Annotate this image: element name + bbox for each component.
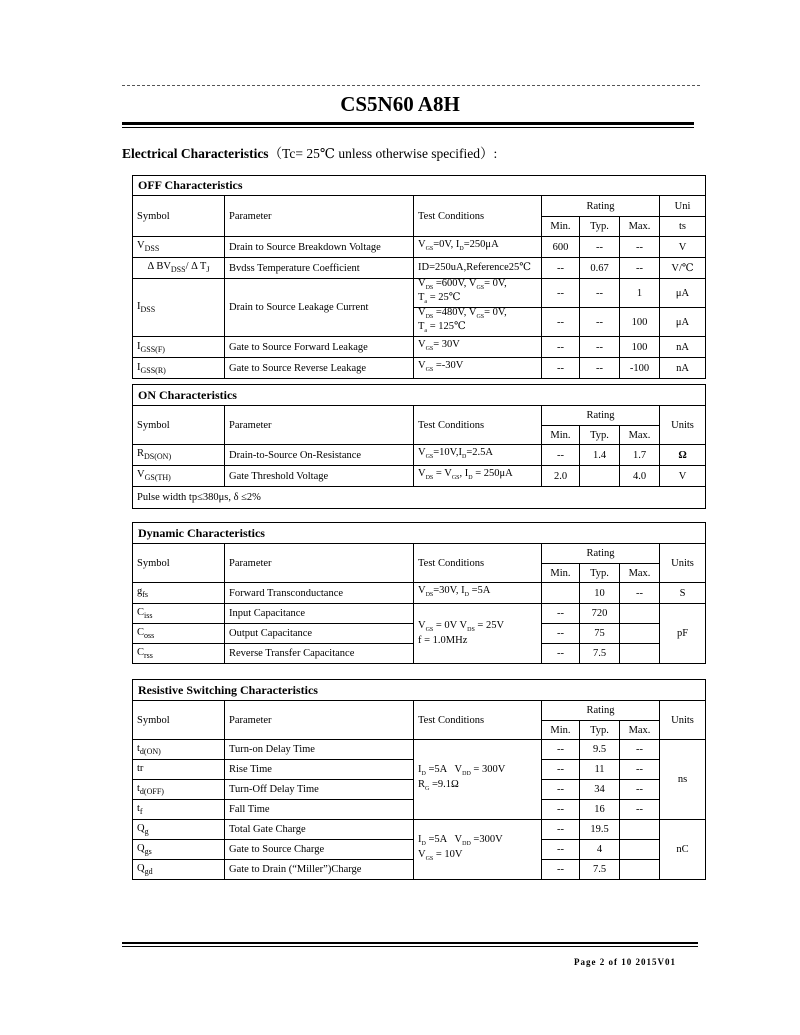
- typ-cell: [580, 466, 620, 487]
- header-rating: Rating: [542, 196, 660, 217]
- switching-section-title: Resistive Switching Characteristics: [133, 680, 706, 701]
- max-cell: --: [620, 780, 660, 800]
- max-cell: 100: [620, 337, 660, 358]
- header-rating: Rating: [542, 544, 660, 564]
- test-condition-cell: $V_{GS}= 30V$: [414, 337, 542, 358]
- typ-cell: 19.5: [580, 820, 620, 840]
- test-condition-cell: $V_{DS} = V_{GS}$, $I_D = 250\mu A$: [414, 466, 542, 487]
- unit-cell: μA: [660, 308, 706, 337]
- header-max: Max.: [620, 426, 660, 445]
- table-row: [133, 358, 706, 379]
- max-cell: --: [620, 740, 660, 760]
- header-units-part1: Uni: [660, 196, 706, 217]
- max-cell: 1: [620, 279, 660, 308]
- parameter-cell: Total Gate Charge: [225, 820, 414, 840]
- typ-cell: 4: [580, 840, 620, 860]
- header-test-conditions: Test Conditions: [414, 544, 542, 583]
- off-characteristics-table: [132, 175, 706, 379]
- header-units: Units: [660, 544, 706, 583]
- header-units-part2: ts: [660, 217, 706, 237]
- parameter-cell: Gate to Source Reverse Leakage: [225, 358, 414, 379]
- max-cell: --: [620, 800, 660, 820]
- test-condition-cell: $V_{GS}=0V$, $I_D=250\mu A$: [414, 237, 542, 258]
- section-subtitle: [122, 142, 497, 162]
- typ-cell: --: [580, 237, 620, 258]
- typ-cell: --: [580, 337, 620, 358]
- parameter-cell: Reverse Transfer Capacitance: [225, 644, 414, 664]
- unit-cell: Ω: [660, 445, 706, 466]
- unit-cell: V: [660, 466, 706, 487]
- header-symbol: Symbol: [133, 701, 225, 740]
- header-min: Min.: [542, 721, 580, 740]
- parameter-cell: Gate to Source Charge: [225, 840, 414, 860]
- symbol-cell: $C_{oss}$: [133, 624, 225, 644]
- min-cell: 2.0: [542, 466, 580, 487]
- header-typ: Typ.: [580, 721, 620, 740]
- unit-cell: V/℃: [660, 258, 706, 279]
- typ-cell: --: [580, 308, 620, 337]
- min-cell: --: [542, 337, 580, 358]
- typ-cell: 75: [580, 624, 620, 644]
- table-row: [133, 279, 706, 308]
- charge-test-condition-cell: $I_D =5A$ $V_{DD} =300V$ $V_{GS} = 10V$: [414, 820, 542, 880]
- document-title: CS5N60 A8H: [340, 92, 460, 116]
- symbol-cell: $I_{GSS(F)}$: [133, 337, 225, 358]
- header-max: Max.: [620, 217, 660, 237]
- symbol-cell: tr: [133, 760, 225, 780]
- max-cell: [620, 840, 660, 860]
- parameter-cell: Drain to Source Breakdown Voltage: [225, 237, 414, 258]
- subtitle-bold: Electrical Characteristics: [122, 146, 269, 161]
- parameter-cell: Bvdss Temperature Coefficient: [225, 258, 414, 279]
- table-row: [133, 820, 706, 840]
- header-parameter: Parameter: [225, 406, 414, 445]
- min-cell: --: [542, 279, 580, 308]
- min-cell: --: [542, 800, 580, 820]
- symbol-cell: $Q_g$: [133, 820, 225, 840]
- pulse-width-note: Pulse width tp≤380μs, δ ≤2%: [133, 487, 706, 509]
- symbol-cell: $R_{DS(ON)}$: [133, 445, 225, 466]
- header-max: Max.: [620, 721, 660, 740]
- max-cell: --: [620, 583, 660, 604]
- header-min: Min.: [542, 426, 580, 445]
- header-typ: Typ.: [580, 426, 620, 445]
- header-symbol: Symbol: [133, 196, 225, 237]
- min-cell: --: [542, 760, 580, 780]
- page-footer: Page 2 of 10 2015V01: [574, 957, 676, 967]
- dynamic-characteristics-table: [132, 522, 706, 664]
- min-cell: 600: [542, 237, 580, 258]
- min-cell: --: [542, 445, 580, 466]
- min-cell: --: [542, 624, 580, 644]
- max-cell: 1.7: [620, 445, 660, 466]
- symbol-cell: $C_{rss}$: [133, 644, 225, 664]
- unit-cell: μA: [660, 279, 706, 308]
- test-condition-cell: $V_{DS} =480V$, $V_{GS}= 0V$, $T_a$ = 125℃: [414, 308, 542, 337]
- min-cell: --: [542, 840, 580, 860]
- max-cell: --: [620, 237, 660, 258]
- symbol-cell: $I_{GSS(R)}$: [133, 358, 225, 379]
- header-test-conditions: Test Conditions: [414, 701, 542, 740]
- min-cell: --: [542, 780, 580, 800]
- max-cell: [620, 820, 660, 840]
- capacitance-test-condition-cell: $V_{GS} = 0V$ $V_{DS} = 25V$ f = 1.0MHz: [414, 604, 542, 664]
- table-row: [133, 337, 706, 358]
- capacitance-unit-cell: pF: [660, 604, 706, 664]
- table-row: [133, 445, 706, 466]
- parameter-cell: Gate Threshold Voltage: [225, 466, 414, 487]
- header-typ: Typ.: [580, 564, 620, 583]
- parameter-cell: Gate to Source Forward Leakage: [225, 337, 414, 358]
- header-typ: Typ.: [580, 217, 620, 237]
- header-parameter: Parameter: [225, 544, 414, 583]
- table-row: [133, 604, 706, 624]
- footer-rule-thick: [122, 942, 698, 944]
- dynamic-section-title: Dynamic Characteristics: [133, 523, 706, 544]
- header-symbol: Symbol: [133, 544, 225, 583]
- subtitle-conditions: （Tc= 25℃ unless otherwise specified）:: [268, 146, 498, 161]
- header-rating: Rating: [542, 701, 660, 721]
- header-test-conditions: Test Conditions: [414, 406, 542, 445]
- symbol-cell: $C_{iss}$: [133, 604, 225, 624]
- max-cell: [620, 860, 660, 880]
- min-cell: --: [542, 740, 580, 760]
- min-cell: --: [542, 358, 580, 379]
- max-cell: [620, 624, 660, 644]
- test-condition-cell: $V_{DS} =600V$, $V_{GS}= 0V$, $T_a$ = 25℃: [414, 279, 542, 308]
- min-cell: --: [542, 308, 580, 337]
- typ-cell: 34: [580, 780, 620, 800]
- timing-test-condition-cell: $I_D =5A$ $V_{DD} = 300V$ $R_G =9.1\Omega$: [414, 740, 542, 820]
- header-units: Units: [660, 406, 706, 445]
- parameter-cell: Forward Transconductance: [225, 583, 414, 604]
- on-characteristics-table: [132, 384, 706, 509]
- symbol-cell: Δ $BV_{DSS}/$ Δ $T_J$: [133, 258, 225, 279]
- typ-cell: --: [580, 279, 620, 308]
- test-condition-cell: $V_{GS}=10V,I_D=2.5A$: [414, 445, 542, 466]
- symbol-cell: $t_{d(ON)}$: [133, 740, 225, 760]
- parameter-cell: Fall Time: [225, 800, 414, 820]
- symbol-cell: $g_{fs}$: [133, 583, 225, 604]
- table-row: [133, 237, 706, 258]
- header-units: Units: [660, 701, 706, 740]
- typ-cell: 11: [580, 760, 620, 780]
- typ-cell: 16: [580, 800, 620, 820]
- typ-cell: --: [580, 358, 620, 379]
- unit-cell: V: [660, 237, 706, 258]
- symbol-cell: $t_{d(OFF)}$: [133, 780, 225, 800]
- header-min: Min.: [542, 217, 580, 237]
- switching-characteristics-table: [132, 679, 706, 880]
- parameter-cell: Input Capacitance: [225, 604, 414, 624]
- table-row: [133, 583, 706, 604]
- symbol-cell: $I_{DSS}$: [133, 279, 225, 337]
- min-cell: --: [542, 644, 580, 664]
- off-section-title: OFF Characteristics: [133, 176, 706, 196]
- typ-cell: 1.4: [580, 445, 620, 466]
- max-cell: 4.0: [620, 466, 660, 487]
- table-row: [133, 258, 706, 279]
- typ-cell: 0.67: [580, 258, 620, 279]
- header-parameter: Parameter: [225, 196, 414, 237]
- unit-cell: nA: [660, 358, 706, 379]
- test-condition-cell: $V_{GS} =-30V$: [414, 358, 542, 379]
- title-rule-thin: [122, 127, 694, 128]
- max-cell: -100: [620, 358, 660, 379]
- typ-cell: 7.5: [580, 860, 620, 880]
- parameter-cell: Turn-on Delay Time: [225, 740, 414, 760]
- on-section-title: ON Characteristics: [133, 385, 706, 406]
- header-parameter: Parameter: [225, 701, 414, 740]
- parameter-cell: Output Capacitance: [225, 624, 414, 644]
- min-cell: --: [542, 820, 580, 840]
- table-row: [133, 740, 706, 760]
- max-cell: 100: [620, 308, 660, 337]
- min-cell: --: [542, 860, 580, 880]
- footer-rule-thin: [122, 946, 698, 947]
- typ-cell: 720: [580, 604, 620, 624]
- symbol-cell: $V_{DSS}$: [133, 237, 225, 258]
- header-max: Max.: [620, 564, 660, 583]
- header-test-conditions: Test Conditions: [414, 196, 542, 237]
- header-rating: Rating: [542, 406, 660, 426]
- header-min: Min.: [542, 564, 580, 583]
- symbol-cell: $t_f$: [133, 800, 225, 820]
- typ-cell: 7.5: [580, 644, 620, 664]
- parameter-cell: Drain to Source Leakage Current: [225, 279, 414, 337]
- symbol-cell: $V_{GS(TH)}$: [133, 466, 225, 487]
- header-symbol: Symbol: [133, 406, 225, 445]
- title-rule-thick: [122, 122, 694, 125]
- timing-unit-cell: ns: [660, 740, 706, 820]
- parameter-cell: Rise Time: [225, 760, 414, 780]
- header-dashed-rule: [122, 85, 700, 86]
- min-cell: [542, 583, 580, 604]
- max-cell: --: [620, 760, 660, 780]
- max-cell: --: [620, 258, 660, 279]
- max-cell: [620, 604, 660, 624]
- typ-cell: 9.5: [580, 740, 620, 760]
- symbol-cell: $Q_{gd}$: [133, 860, 225, 880]
- min-cell: --: [542, 258, 580, 279]
- typ-cell: 10: [580, 583, 620, 604]
- parameter-cell: Drain-to-Source On-Resistance: [225, 445, 414, 466]
- max-cell: [620, 644, 660, 664]
- min-cell: --: [542, 604, 580, 624]
- symbol-cell: $Q_{gs}$: [133, 840, 225, 860]
- table-row: [133, 466, 706, 487]
- parameter-cell: Gate to Drain (“Miller”)Charge: [225, 860, 414, 880]
- unit-cell: nA: [660, 337, 706, 358]
- parameter-cell: Turn-Off Delay Time: [225, 780, 414, 800]
- unit-cell: S: [660, 583, 706, 604]
- charge-unit-cell: nC: [660, 820, 706, 880]
- test-condition-cell: $V_{DS}=30V$, $I_D =5A$: [414, 583, 542, 604]
- test-condition-cell: ID=250uA,Reference25℃: [414, 258, 542, 279]
